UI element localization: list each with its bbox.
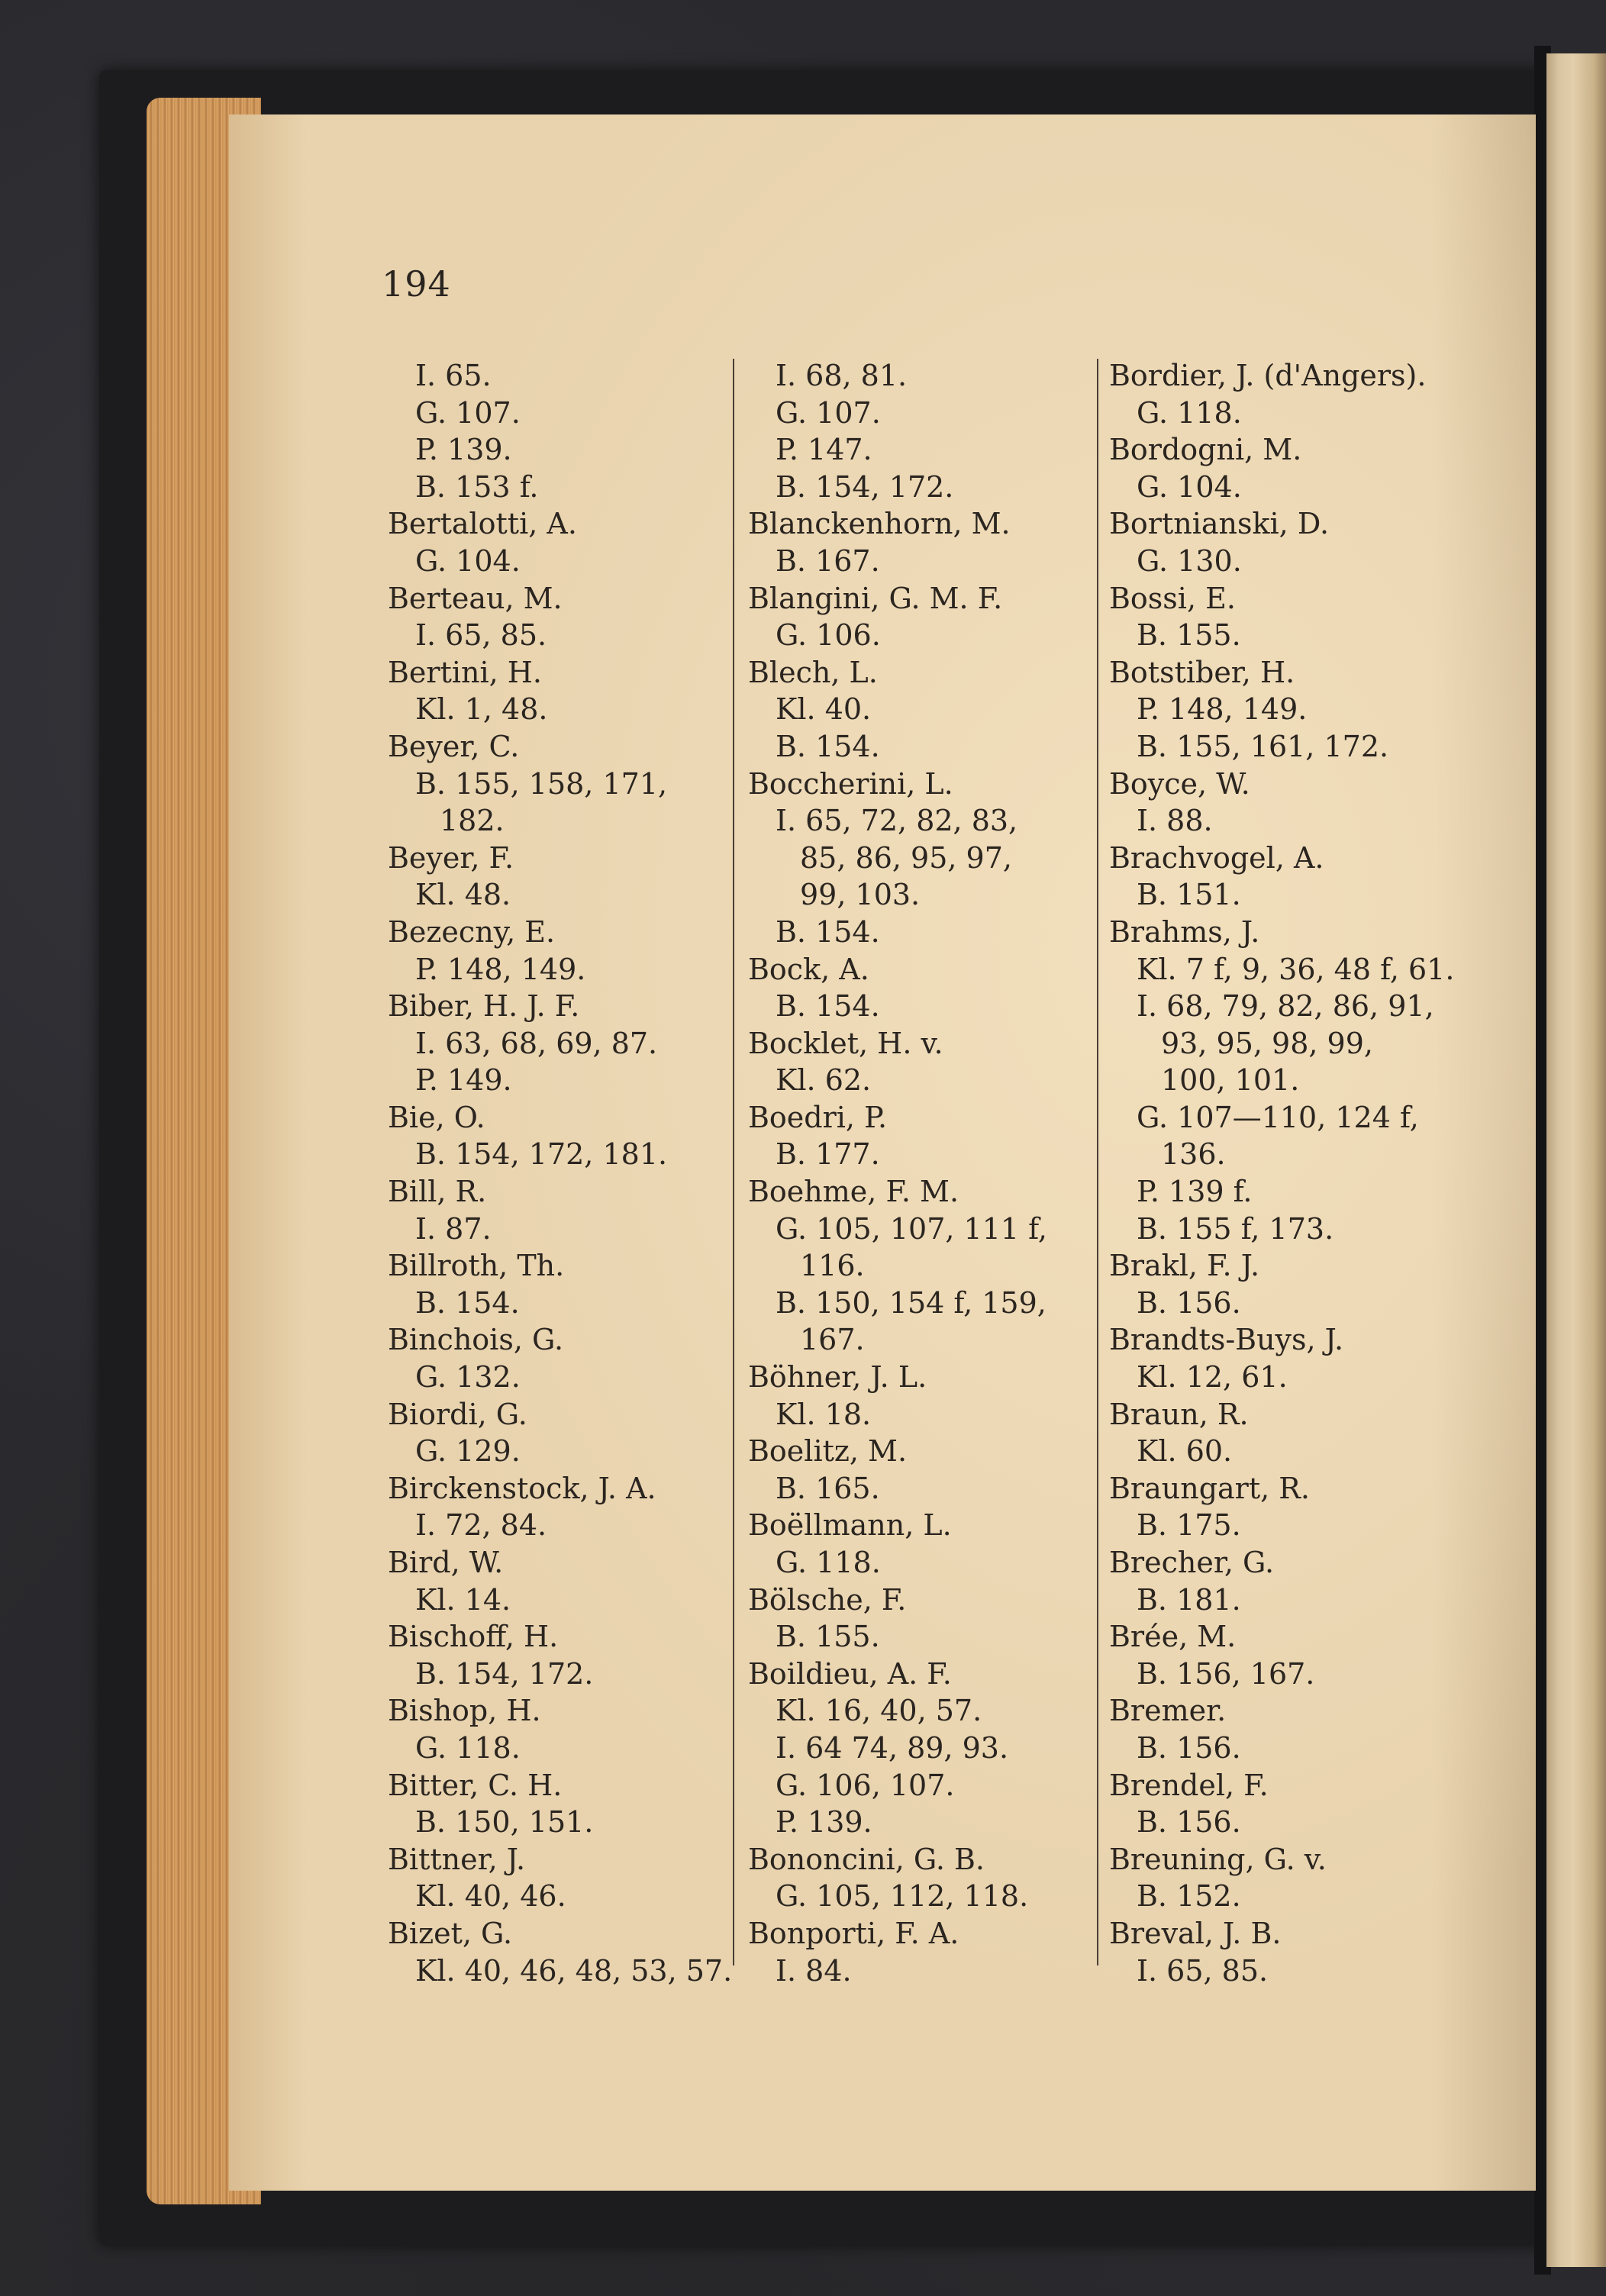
index-reference: G. 118. (1137, 395, 1242, 430)
index-reference: 100, 101. (1161, 1063, 1300, 1098)
index-heading: Beyer, F. (388, 840, 514, 875)
index-heading: Brahms, J. (1109, 914, 1260, 949)
index-heading: Bertalotti, A. (388, 507, 577, 541)
index-heading: Bonporti, F. A. (748, 1916, 959, 1950)
index-reference: I. 72, 84. (415, 1508, 547, 1543)
index-reference: B. 167. (776, 543, 880, 578)
index-heading: Berteau, M. (388, 581, 563, 615)
index-reference: B. 156. (1137, 1730, 1241, 1765)
facing-page-edge (1546, 53, 1606, 2267)
index-heading: Bordier, J. (d'Angers). (1109, 359, 1427, 392)
index-reference: 99, 103. (800, 878, 921, 912)
index-reference: G. 118. (776, 1546, 881, 1579)
index-heading: Bie, O. (388, 1100, 485, 1134)
index-reference: P. 148, 149. (1137, 692, 1308, 727)
index-heading: Bertini, H. (388, 655, 543, 689)
index-reference: B. 155. (776, 1620, 880, 1654)
index-reference: 93, 95, 98, 99, (1161, 1026, 1373, 1060)
index-reference: B. 154. (776, 989, 880, 1024)
index-reference: Kl. 12, 61. (1137, 1360, 1288, 1395)
index-reference: I. 65. (415, 359, 492, 392)
index-heading: Brendel, F. (1109, 1768, 1269, 1802)
index-heading: Blangini, G. M. F. (748, 581, 1003, 615)
index-heading: Brée, M. (1109, 1620, 1237, 1654)
index-reference: B. 153 f. (415, 469, 539, 504)
index-reference: G. 104. (415, 543, 521, 578)
index-heading: Binchois, G. (388, 1323, 564, 1357)
index-reference: Kl. 40. (776, 692, 872, 727)
index-reference: B. 150, 151. (415, 1805, 594, 1840)
index-heading: Brakl, F. J. (1109, 1249, 1260, 1283)
index-heading: Bird, W. (388, 1546, 504, 1579)
index-reference: Kl. 16, 40, 57. (776, 1694, 982, 1728)
index-reference: G. 107—110, 124 f, (1137, 1100, 1419, 1134)
index-heading: Bortnianski, D. (1109, 507, 1330, 541)
index-heading: Bischoff, H. (388, 1620, 559, 1654)
index-reference: B. 154, 172. (415, 1656, 594, 1691)
index-reference: B. 181. (1137, 1582, 1241, 1617)
index-reference: B. 155, 161, 172. (1137, 729, 1389, 763)
index-reference: I. 65, 72, 82, 83, (776, 804, 1018, 838)
index-heading: Boildieu, A. F. (748, 1656, 952, 1691)
index-heading: Bocklet, H. v. (748, 1026, 943, 1060)
index-heading: Bordogni, M. (1109, 433, 1302, 467)
index-reference: P. 139 f. (1137, 1175, 1253, 1209)
index-reference: I. 68, 79, 82, 86, 91, (1137, 989, 1434, 1024)
index-reference: 167. (800, 1323, 865, 1357)
index-reference: B. 154, 172. (776, 469, 954, 504)
index-reference: Kl. 48. (415, 878, 511, 912)
index-reference: B. 155, 158, 171, (415, 766, 668, 801)
index-reference: G. 107. (776, 395, 881, 430)
index-heading: Bremer. (1109, 1694, 1227, 1728)
column-rule (733, 359, 734, 1965)
index-reference: 182. (440, 804, 505, 838)
index-reference: G. 104. (1137, 469, 1242, 504)
index-heading: Beyer, C. (388, 729, 520, 763)
index-heading: Bossi, E. (1109, 581, 1236, 615)
index-heading: Bishop, H. (388, 1694, 541, 1728)
index-heading: Boedri, P. (748, 1100, 888, 1134)
index-heading: Boyce, W. (1109, 766, 1250, 801)
index-reference: G. 106. (776, 618, 881, 653)
index-reference: P. 147. (776, 433, 872, 467)
index-heading: Blech, L. (748, 655, 878, 689)
index-heading: Bitter, C. H. (388, 1768, 563, 1802)
index-reference: Kl. 14. (415, 1582, 511, 1617)
index-heading: Brachvogel, A. (1109, 840, 1324, 875)
index-reference: 136. (1161, 1137, 1226, 1172)
column-rule (1097, 359, 1098, 1965)
index-column-1 (388, 357, 739, 1989)
index-reference: G. 129. (415, 1434, 521, 1469)
index-reference: 116. (800, 1249, 865, 1283)
index-reference: B. 155 f, 173. (1137, 1211, 1334, 1246)
index-column-2 (748, 357, 1099, 1989)
index-reference: B. 175. (1137, 1508, 1241, 1543)
index-reference: P. 148, 149. (415, 952, 586, 986)
index-reference: I. 88. (1137, 804, 1213, 838)
index-heading: Bononcini, G. B. (748, 1842, 985, 1876)
index-reference: G. 118. (415, 1730, 521, 1765)
index-reference: Kl. 40, 46, 48, 53, 57. (415, 1953, 733, 1988)
index-reference: I. 87. (415, 1211, 492, 1246)
index-reference: Kl. 7 f, 9, 36, 48 f, 61. (1137, 952, 1455, 986)
index-heading: Blanckenhorn, M. (748, 507, 1011, 541)
index-heading: Brandts-Buys, J. (1109, 1323, 1344, 1357)
index-reference: B. 155. (1137, 618, 1241, 653)
index-heading: Bizet, G. (388, 1916, 513, 1950)
index-heading: Birckenstock, J. A. (388, 1471, 656, 1505)
index-reference: G. 130. (1137, 543, 1242, 578)
index-heading: Boëllmann, L. (748, 1508, 952, 1543)
index-reference: B. 151. (1137, 878, 1241, 912)
index-reference: B. 154, 172, 181. (415, 1137, 668, 1172)
index-reference: Kl. 62. (776, 1063, 872, 1098)
index-reference: B. 177. (776, 1137, 880, 1172)
index-reference: B. 156, 167. (1137, 1656, 1315, 1691)
index-reference: Kl. 18. (776, 1397, 872, 1431)
index-heading: Braungart, R. (1109, 1471, 1310, 1505)
index-reference: B. 154. (415, 1285, 520, 1320)
index-reference: I. 65, 85. (1137, 1953, 1269, 1988)
index-reference: B. 165. (776, 1471, 880, 1505)
index-reference: B. 154. (776, 914, 880, 949)
index-heading: Bezecny, E. (388, 914, 556, 949)
index-heading: Boelitz, M. (748, 1434, 908, 1469)
index-reference: B. 156. (1137, 1805, 1241, 1840)
index-reference: I. 63, 68, 69, 87. (415, 1026, 658, 1060)
index-reference: P. 139. (776, 1805, 872, 1840)
index-heading: Bittner, J. (388, 1842, 526, 1876)
index-reference: G. 105, 107, 111 f, (776, 1211, 1047, 1246)
index-reference: G. 105, 112, 118. (776, 1879, 1029, 1914)
index-heading: Breval, J. B. (1109, 1916, 1282, 1950)
index-heading: Boccherini, L. (748, 766, 953, 801)
index-heading: Breuning, G. v. (1109, 1842, 1327, 1876)
index-reference: B. 156. (1137, 1285, 1241, 1320)
index-reference: B. 150, 154 f, 159, (776, 1285, 1046, 1320)
index-heading: Boehme, F. M. (748, 1175, 959, 1209)
index-reference: Kl. 60. (1137, 1434, 1233, 1469)
index-reference: G. 106, 107. (776, 1768, 955, 1802)
index-reference: Kl. 40, 46. (415, 1879, 566, 1914)
index-reference: B. 154. (776, 729, 880, 763)
index-reference: Kl. 1, 48. (415, 692, 548, 727)
index-heading: Botstiber, H. (1109, 655, 1295, 689)
page-number: 194 (382, 263, 451, 305)
index-heading: Braun, R. (1109, 1397, 1249, 1431)
index-reference: I. 84. (776, 1953, 852, 1988)
index-heading: Brecher, G. (1109, 1546, 1275, 1579)
index-heading: Biordi, G. (388, 1397, 527, 1431)
index-reference: I. 65, 85. (415, 618, 547, 653)
index-heading: Böhner, J. L. (748, 1360, 927, 1395)
index-column-3 (1109, 357, 1475, 1989)
index-reference: P. 139. (415, 433, 512, 467)
index-reference: I. 68, 81. (776, 359, 908, 392)
index-heading: Bill, R. (388, 1175, 487, 1209)
index-reference: I. 64 74, 89, 93. (776, 1730, 1009, 1765)
index-heading: Bock, A. (748, 952, 869, 986)
index-reference: G. 132. (415, 1360, 521, 1395)
index-reference: B. 152. (1137, 1879, 1241, 1914)
index-heading: Bölsche, F. (748, 1582, 907, 1617)
index-heading: Biber, H. J. F. (388, 989, 580, 1024)
index-reference: G. 107. (415, 395, 521, 430)
index-heading: Billroth, Th. (388, 1249, 565, 1283)
index-reference: P. 149. (415, 1063, 512, 1098)
index-reference: 85, 86, 95, 97, (800, 840, 1012, 875)
